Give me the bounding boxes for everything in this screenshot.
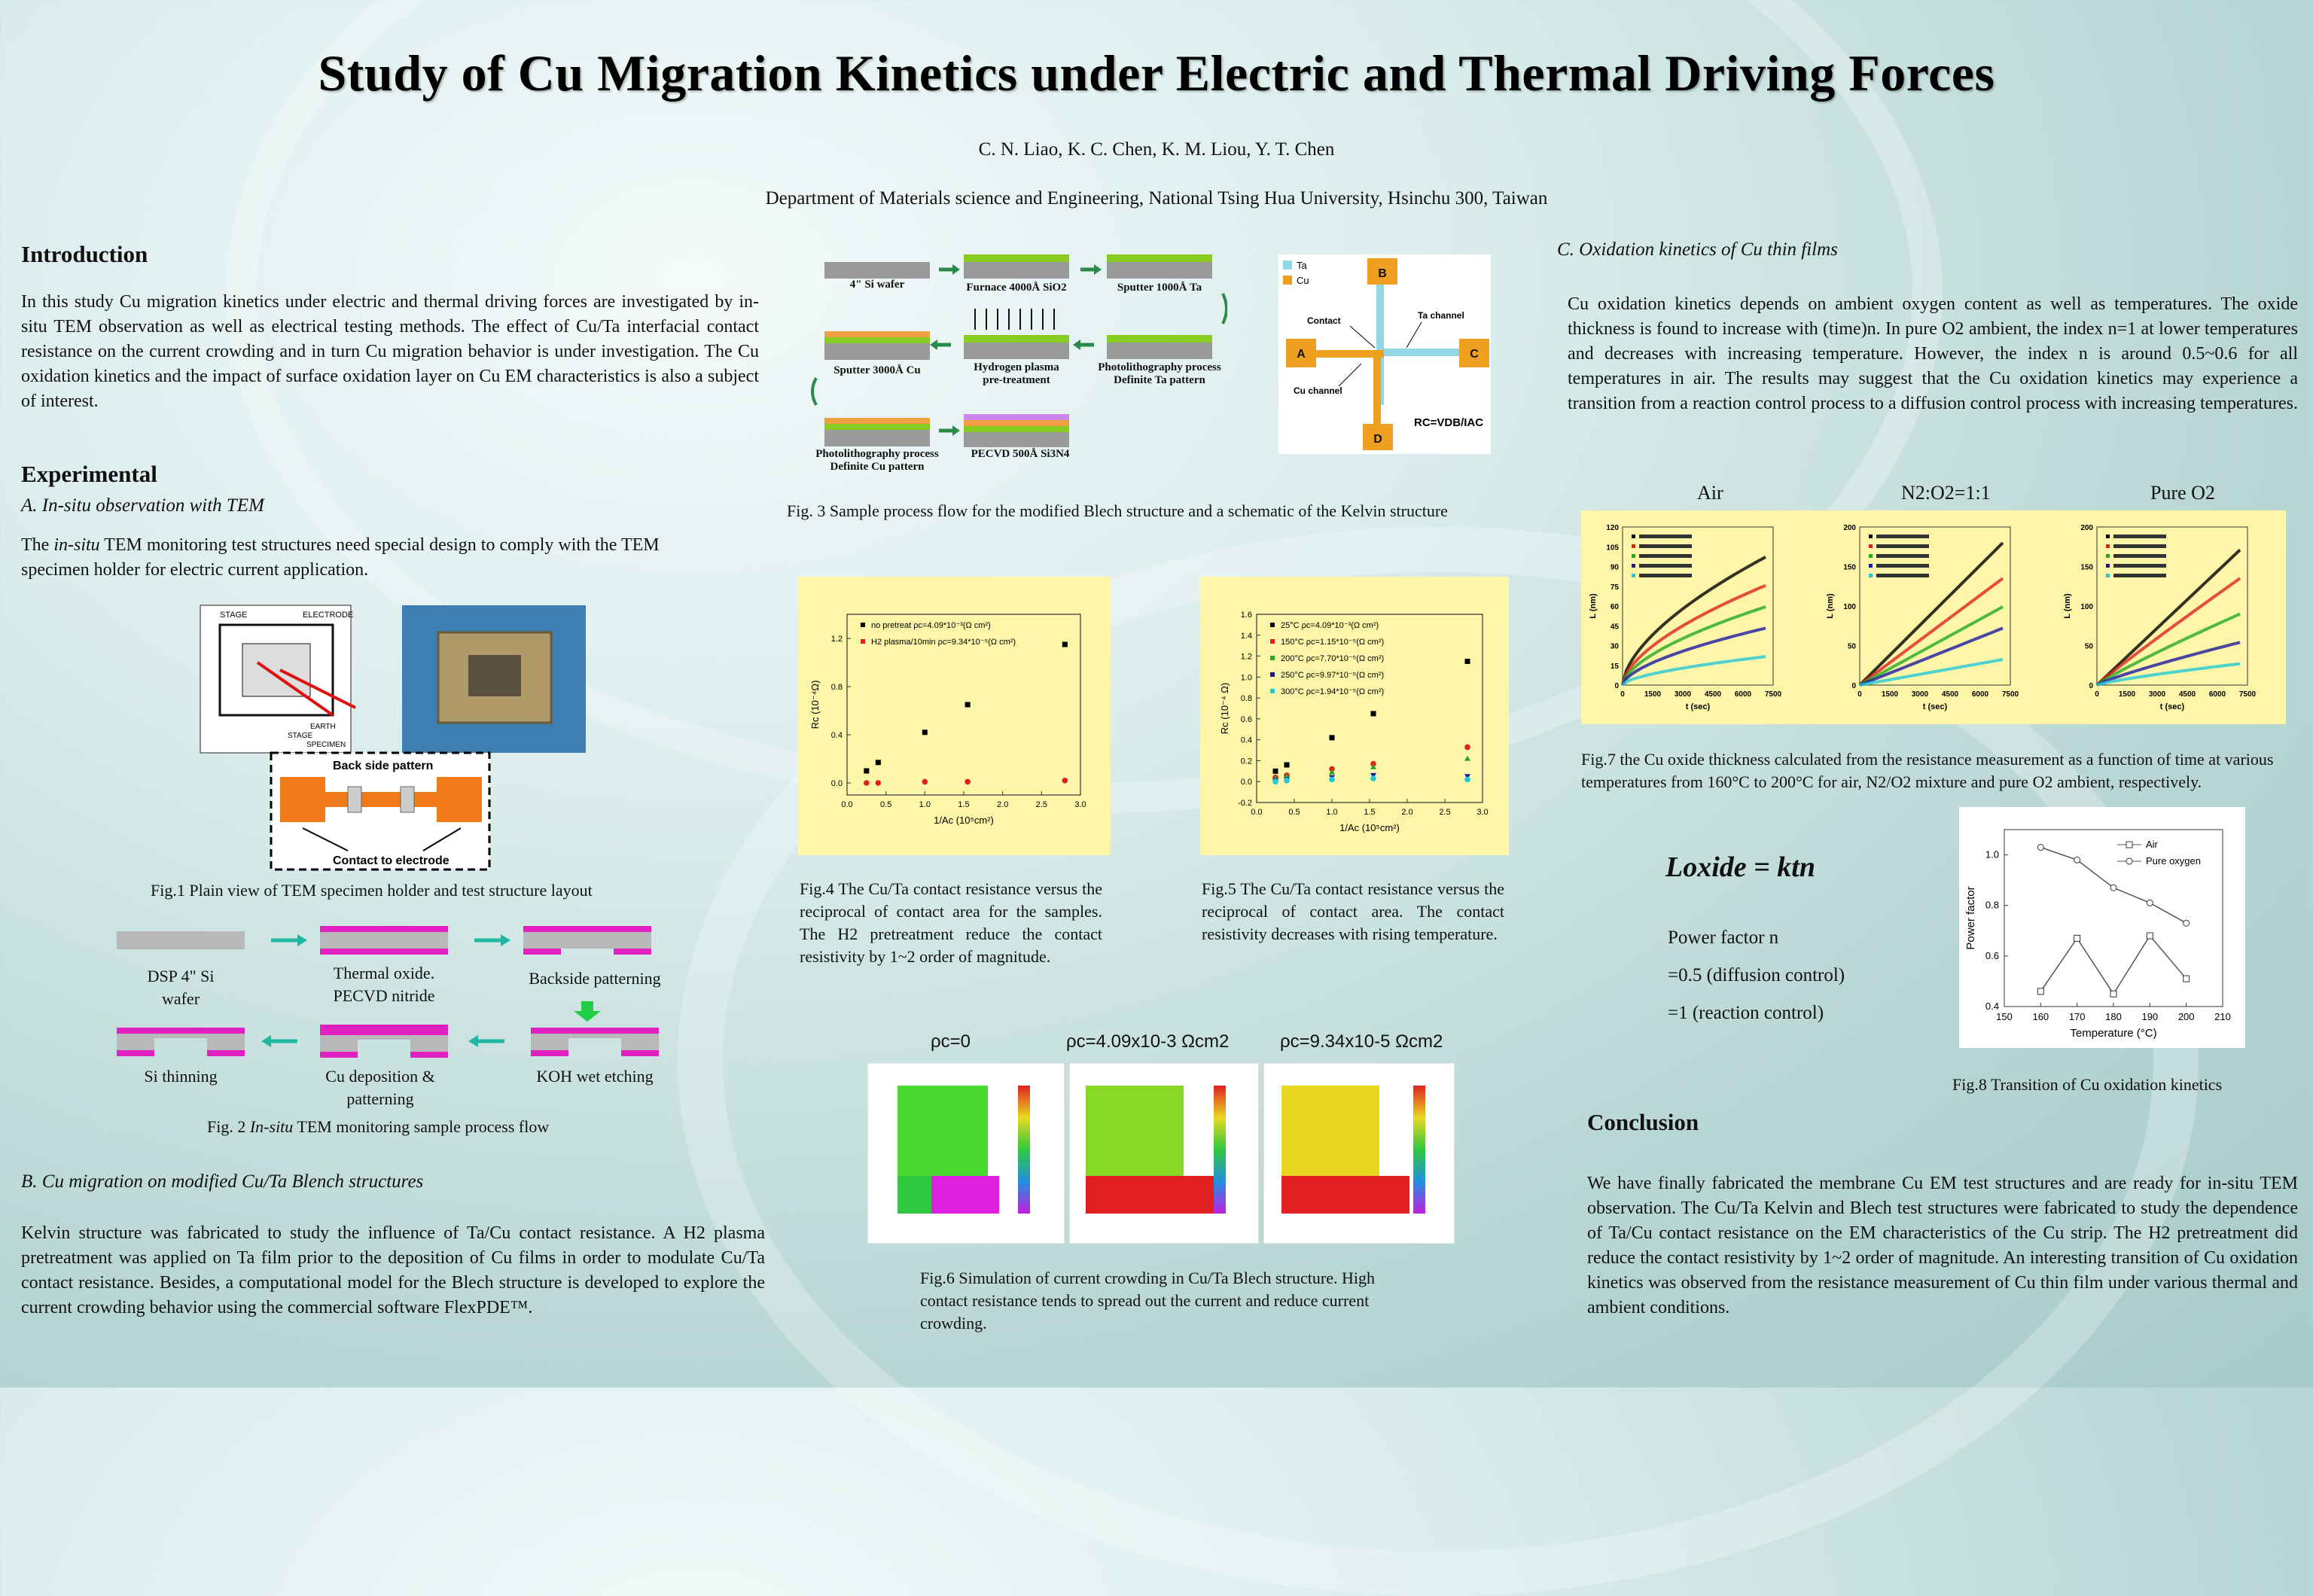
fig1-electrode-label: ELECTRODE bbox=[303, 611, 354, 620]
fig2-step-oxide: Thermal oxide. PECVD nitride bbox=[333, 964, 435, 1005]
legend-text-placeholder bbox=[1876, 554, 1929, 558]
y-tick-label: 60 bbox=[1610, 603, 1619, 611]
data-series bbox=[2097, 614, 2240, 686]
x-tick-label: 6000 bbox=[2208, 690, 2226, 699]
y-tick-label: 0.8 bbox=[830, 683, 843, 692]
legend-text-placeholder bbox=[1876, 564, 1929, 568]
fig8-panel bbox=[1959, 807, 2245, 1048]
fig7-caption: Fig.7 the Cu oxide thickness calculated from the resistance measurement as a function of time at various temperatures from 160°C to 200°C for air, N2/O2 mixture and pure O2 ambient, respectively. bbox=[1581, 750, 2274, 791]
legend-text-placeholder bbox=[1639, 535, 1692, 538]
legend-marker bbox=[861, 639, 865, 644]
legend-marker bbox=[1869, 544, 1873, 548]
fig1-contact-label: Contact to electrode bbox=[333, 854, 449, 867]
legend-marker bbox=[1632, 554, 1635, 558]
y-tick-label: 0.0 bbox=[830, 779, 843, 788]
x-tick-label: 180 bbox=[2105, 1011, 2122, 1022]
fig6-simulation-images bbox=[867, 1063, 1455, 1244]
conclusion-text: We have finally fabricated the membrane Cu EM test structures and are ready for in-situ TEM observation. The Cu/Ta Kelvin and Blech test structures were fabricated to study the dependence of Ta/Cu contact resistance on the EM characteristics of the Cu strip. The H2 pretreatment did reduce the contact resistivity by 1~2 order of magnitude. An interesting transition of Cu oxidation kinetics was observed from the resistance measurement of Cu thin film under various thermal and ambient conditions. bbox=[1587, 1174, 2298, 1317]
reaction-control-label: =1 (reaction control) bbox=[1668, 1003, 1824, 1023]
x-tick-label: 1500 bbox=[1644, 690, 1662, 699]
x-tick-label: 3.0 bbox=[1476, 808, 1489, 817]
data-point bbox=[1464, 756, 1470, 761]
fig5-caption: Fig.5 The Cu/Ta contact resistance versus the reciprocal of contact area. The contact resistivity decreases with rising temperature. bbox=[1202, 879, 1504, 943]
fig7-panel bbox=[1581, 510, 2286, 724]
data-point bbox=[2147, 933, 2153, 939]
fig7-chart bbox=[1581, 510, 2286, 724]
data-point bbox=[2183, 976, 2190, 982]
x-tick-label: 4500 bbox=[2178, 690, 2196, 699]
legend-text-placeholder bbox=[2113, 574, 2166, 577]
data-point bbox=[2037, 988, 2043, 994]
x-tick-label: 3000 bbox=[1911, 690, 1929, 699]
y-tick-label: 1.2 bbox=[830, 635, 843, 644]
fig3-kelvin-schematic bbox=[1278, 254, 1491, 454]
kelvin-pad-b: B bbox=[1378, 267, 1387, 280]
oxidation-text: Cu oxidation kinetics depends on ambient oxygen content as well as temperatures. The oxide thickness is found to increase with (time)n. In pure O2 ambient, the index n=1 at lower temperatures and decreases with increasing temperature. However, the index n is around 0.5~0.6 for all temperatures in air. The results may suggest that the Cu oxidation kinetics may experience a transition from a reaction control process to a diffusion control process with increasing temperatures. bbox=[1568, 294, 2298, 413]
y-tick-label: 0.0 bbox=[1240, 778, 1252, 787]
fig1-stage2-label: STAGE bbox=[288, 732, 313, 740]
fig1-back-label: Back side pattern bbox=[333, 760, 434, 772]
x-tick-label: 1.0 bbox=[1326, 808, 1338, 817]
fig3-step-5: Hydrogen plasma pre-treatment bbox=[974, 361, 1059, 386]
y-tick-label: 100 bbox=[2080, 603, 2093, 611]
fig3-step-7: Photolithography process Definite Cu pattern bbox=[815, 448, 939, 473]
x-tick-label: 0 bbox=[1620, 690, 1625, 699]
fig3-caption: Fig. 3 Sample process flow for the modified Blech structure and a schematic of the Kelvin structure bbox=[787, 501, 1448, 520]
y-tick-label: 0.8 bbox=[1240, 694, 1252, 704]
legend-marker bbox=[1632, 535, 1635, 538]
legend-label: 300°C ρc=1.94*10⁻⁵(Ω cm²) bbox=[1281, 687, 1385, 696]
data-point bbox=[2110, 885, 2116, 891]
x-tick-label: 1.5 bbox=[1364, 808, 1376, 817]
y-axis-label: Rc (10⁻⁴Ω) bbox=[809, 680, 821, 729]
fig2-step-backside: Backside patterning bbox=[529, 969, 661, 988]
legend-marker bbox=[2126, 842, 2132, 848]
x-tick-label: 7500 bbox=[2001, 690, 2019, 699]
kelvin-cu-channel-label: Cu channel bbox=[1294, 385, 1342, 396]
legend-label: no pretreat ρc=4.09*10⁻³(Ω cm²) bbox=[871, 621, 991, 630]
fig1-earth-label: EARTH bbox=[310, 723, 336, 731]
y-tick-label: 105 bbox=[1606, 544, 1619, 553]
legend-text-placeholder bbox=[1639, 554, 1692, 558]
y-tick-label: 200 bbox=[2080, 524, 2093, 532]
y-tick-label: 0.4 bbox=[1985, 1001, 1999, 1012]
data-point bbox=[1062, 642, 1068, 647]
y-tick-label: 120 bbox=[1606, 524, 1619, 532]
fig4-panel bbox=[798, 577, 1111, 855]
fig4-chart bbox=[798, 577, 1111, 855]
x-tick-label: 0.5 bbox=[880, 800, 892, 809]
experimental-heading: Experimental bbox=[21, 461, 157, 487]
x-axis-label: t (sec) bbox=[1922, 702, 1948, 711]
fig6-label-1: ρc=0 bbox=[931, 1031, 971, 1052]
y-tick-label: 15 bbox=[1610, 662, 1619, 671]
fig6-label-2: ρc=4.09x10-3 Ωcm2 bbox=[1066, 1031, 1230, 1052]
plot-frame bbox=[1623, 527, 1773, 685]
fig4-caption: Fig.4 The Cu/Ta contact resistance versus the reciprocal of contact area for the samples. The H2 pretreatment reduce the contact resistivity by 1~2 order of magnitude. bbox=[800, 879, 1102, 966]
data-series bbox=[2097, 550, 2240, 685]
fig3-step-3: Sputter 1000Å Ta bbox=[1117, 282, 1202, 294]
diffusion-control-label: =0.5 (diffusion control) bbox=[1668, 965, 1845, 985]
fig3-step-1: 4" Si wafer bbox=[849, 279, 905, 291]
legend-label: Pure oxygen bbox=[2146, 855, 2201, 867]
legend-text-placeholder bbox=[2113, 544, 2166, 548]
legend-marker bbox=[2106, 554, 2110, 558]
kelvin-pad-d: D bbox=[1373, 433, 1382, 446]
fig3-step-6: Photolithography process Definite Ta pattern bbox=[1098, 361, 1221, 386]
y-axis-label: Rc (10⁻⁴ Ω) bbox=[1219, 682, 1230, 735]
legend-text-placeholder bbox=[1639, 574, 1692, 577]
kelvin-ta-channel-label: Ta channel bbox=[1418, 310, 1464, 321]
legend-label: 25°C ρc=4.09*10⁻³(Ω cm²) bbox=[1281, 621, 1379, 630]
fig1-stage-label: STAGE bbox=[220, 611, 248, 620]
fig7-title-n2o2: N2:O2=1:1 bbox=[1901, 482, 1991, 504]
data-point bbox=[2110, 991, 2116, 997]
kelvin-contact-label: Contact bbox=[1307, 315, 1341, 326]
x-axis-label: t (sec) bbox=[2159, 702, 2185, 711]
data-point bbox=[965, 779, 971, 785]
x-tick-label: 7500 bbox=[1764, 690, 1782, 699]
x-axis-label: 1/Ac (10⁵cm²) bbox=[934, 815, 994, 826]
data-point bbox=[1330, 735, 1335, 740]
y-axis-label: L (nm) bbox=[1589, 593, 1598, 619]
fig2-step-dsp: DSP 4" Si wafer bbox=[147, 967, 215, 1008]
x-tick-label: 1.5 bbox=[958, 800, 970, 809]
x-tick-label: 200 bbox=[2177, 1011, 2195, 1022]
x-axis-label: Temperature (°C) bbox=[2070, 1027, 2157, 1040]
y-tick-label: 150 bbox=[1843, 563, 1856, 572]
data-point bbox=[2074, 935, 2080, 941]
data-point bbox=[1465, 659, 1470, 664]
fig3-step-2: Furnace 4000Å SiO2 bbox=[966, 282, 1067, 294]
data-point bbox=[965, 702, 971, 708]
data-point bbox=[922, 729, 928, 735]
fig2-step-cu-deposition: Cu deposition & patterning bbox=[325, 1067, 435, 1108]
x-tick-label: 190 bbox=[2141, 1011, 2159, 1022]
data-point bbox=[1370, 775, 1376, 781]
fig2-step-koh: KOH wet etching bbox=[536, 1067, 654, 1086]
kelvin-cu-legend: Cu bbox=[1297, 275, 1309, 286]
x-tick-label: 1500 bbox=[2118, 690, 2136, 699]
data-point bbox=[1062, 778, 1068, 784]
fig8-caption: Fig.8 Transition of Cu oxidation kinetics bbox=[1952, 1075, 2223, 1094]
oxide-formula: Loxide = ktn bbox=[1665, 851, 1815, 883]
y-tick-label: 100 bbox=[1843, 603, 1856, 611]
x-tick-label: 3.0 bbox=[1074, 800, 1086, 809]
y-tick-label: 45 bbox=[1610, 623, 1619, 632]
fig5-chart bbox=[1200, 577, 1509, 855]
y-tick-label: 0.6 bbox=[1240, 714, 1252, 724]
fig7-title-air: Air bbox=[1697, 482, 1723, 504]
kelvin-pad-c: C bbox=[1470, 348, 1479, 361]
kelvin-pad-a: A bbox=[1297, 348, 1306, 361]
y-tick-label: 0.4 bbox=[830, 731, 843, 740]
authors: C. N. Liao, K. C. Chen, K. M. Liou, Y. T. Chen bbox=[978, 139, 1335, 160]
data-series bbox=[2097, 578, 2240, 685]
fig6-caption: Fig.6 Simulation of current crowding in Cu/Ta Blech structure. High contact resistance tends to spread out the current and reduce current crowding. bbox=[920, 1269, 1375, 1333]
legend-marker bbox=[2106, 574, 2110, 577]
fig3-step-8: PECVD 500Å Si3N4 bbox=[971, 448, 1070, 460]
legend-marker bbox=[1632, 564, 1635, 568]
legend-label: 150°C ρc=1.15*10⁻⁵(Ω cm²) bbox=[1281, 638, 1385, 647]
y-tick-label: 1.0 bbox=[1985, 848, 1999, 860]
subsection-b-title: B. Cu migration on modified Cu/Ta Blench structures bbox=[21, 1171, 424, 1192]
y-tick-label: 30 bbox=[1610, 642, 1619, 651]
legend-marker bbox=[1270, 672, 1275, 677]
y-tick-label: 0 bbox=[2089, 682, 2093, 690]
y-tick-label: 50 bbox=[2084, 642, 2093, 651]
y-tick-label: 75 bbox=[1610, 583, 1619, 592]
y-tick-label: 200 bbox=[1843, 524, 1856, 532]
legend-text-placeholder bbox=[2113, 564, 2166, 568]
legend-text-placeholder bbox=[1639, 544, 1692, 548]
legend-marker bbox=[1632, 574, 1635, 577]
kelvin-formula: RC=VDB/IAC bbox=[1414, 416, 1484, 429]
legend-marker bbox=[1270, 623, 1275, 627]
x-tick-label: 7500 bbox=[2238, 690, 2257, 699]
y-axis-label: Power factor bbox=[1964, 886, 1977, 950]
data-point bbox=[1464, 777, 1470, 783]
x-axis-label: 1/Ac (10⁵cm²) bbox=[1339, 822, 1400, 833]
x-tick-label: 170 bbox=[2068, 1011, 2086, 1022]
legend-label: 200°C ρc=7.70*10⁻⁵(Ω cm²) bbox=[1281, 654, 1385, 663]
x-axis-label: t (sec) bbox=[1685, 702, 1711, 711]
intro-text: In this study Cu migration kinetics under electric and thermal driving forces are investigated by in-situ TEM observation as well as electrical testing methods. The effect of Cu/Ta interfacial contact resistance on the current crowding and in turn Cu migration behavior is under investigation. The Cu oxidation kinetics and the impact of surface oxidation layer on Cu EM characteristics is also a subject of interest. bbox=[21, 292, 759, 411]
x-tick-label: 1500 bbox=[1881, 690, 1899, 699]
fig1-caption: Fig.1 Plain view of TEM specimen holder and test structure layout bbox=[151, 881, 593, 900]
data-point bbox=[864, 769, 869, 774]
x-tick-label: 150 bbox=[1996, 1011, 2013, 1022]
x-tick-label: 2.5 bbox=[1439, 808, 1451, 817]
subsection-b-text: Kelvin structure was fabricated to study the influence of Ta/Cu contact resistance. A H2 plasma pretreatment was applied on Ta film prior to the deposition of Cu films in order to modulate Cu/Ta contact resistance. Besides, a computational model for the Blech structure is developed to explore the current crowding behavior using the commercial software FlexPDE™. bbox=[21, 1223, 765, 1317]
y-axis-label: L (nm) bbox=[1826, 593, 1835, 619]
legend-text-placeholder bbox=[1639, 564, 1692, 568]
y-tick-label: 0.4 bbox=[1240, 736, 1252, 745]
y-tick-label: 0.6 bbox=[1985, 949, 1999, 961]
legend-marker bbox=[2126, 858, 2132, 864]
data-point bbox=[1273, 769, 1278, 774]
y-axis-label: L (nm) bbox=[2063, 593, 2072, 619]
x-tick-label: 4500 bbox=[1941, 690, 1959, 699]
poster-title: Study of Cu Migration Kinetics under Electric and Thermal Driving Forces bbox=[318, 44, 1995, 102]
data-point bbox=[1284, 778, 1290, 784]
legend-marker bbox=[2106, 535, 2110, 538]
y-tick-label: 0.2 bbox=[1240, 757, 1252, 766]
fig7-title-pure-o2: Pure O2 bbox=[2150, 482, 2215, 504]
x-tick-label: 0.5 bbox=[1288, 808, 1300, 817]
y-tick-label: 1.2 bbox=[1240, 652, 1252, 662]
series-line bbox=[2040, 936, 2186, 994]
x-tick-label: 4500 bbox=[1704, 690, 1722, 699]
x-tick-label: 2.0 bbox=[997, 800, 1009, 809]
kelvin-ta-legend: Ta bbox=[1297, 260, 1307, 271]
x-tick-label: 3000 bbox=[2148, 690, 2166, 699]
legend-marker bbox=[2106, 564, 2110, 568]
y-tick-label: 50 bbox=[1847, 642, 1856, 651]
y-tick-label: 1.0 bbox=[1240, 673, 1252, 683]
legend-marker bbox=[1270, 639, 1275, 644]
y-tick-label: 1.4 bbox=[1240, 631, 1252, 641]
legend-text-placeholder bbox=[2113, 554, 2166, 558]
fig3-step-4: Sputter 3000Å Cu bbox=[833, 364, 921, 376]
legend-text-placeholder bbox=[1876, 544, 1929, 548]
data-point bbox=[1272, 778, 1278, 784]
x-tick-label: 6000 bbox=[1971, 690, 1989, 699]
x-tick-label: 1.0 bbox=[919, 800, 931, 809]
power-factor-label: Power factor n bbox=[1668, 927, 1779, 948]
data-point bbox=[2183, 920, 2190, 926]
intro-heading: Introduction bbox=[21, 241, 148, 267]
x-tick-label: 3000 bbox=[1674, 690, 1692, 699]
data-point bbox=[876, 780, 882, 786]
legend-marker bbox=[1270, 689, 1275, 693]
data-point bbox=[2147, 900, 2153, 906]
fig5-panel bbox=[1200, 577, 1509, 855]
legend-marker bbox=[1869, 564, 1873, 568]
y-tick-label: 90 bbox=[1610, 563, 1619, 572]
data-point bbox=[2074, 857, 2080, 863]
x-tick-label: 210 bbox=[2214, 1011, 2231, 1022]
y-tick-label: -0.2 bbox=[1238, 799, 1252, 808]
oxidation-heading: C. Oxidation kinetics of Cu thin films bbox=[1557, 239, 1838, 260]
x-tick-label: 2.0 bbox=[1401, 808, 1413, 817]
x-tick-label: 2.5 bbox=[1035, 800, 1047, 809]
data-point bbox=[1329, 777, 1335, 783]
y-tick-label: 0 bbox=[1614, 682, 1619, 690]
data-point bbox=[1464, 745, 1470, 751]
legend-label: H2 plasma/10min ρc=9.34*10⁻⁵(Ω cm²) bbox=[871, 638, 1016, 647]
data-series bbox=[1860, 628, 2003, 685]
subsection-a-text: The in-situ TEM monitoring test structures need special design to comply with the TEM specimen holder for electric current application. bbox=[21, 535, 660, 580]
x-tick-label: 0.0 bbox=[1251, 808, 1263, 817]
affiliation: Department of Materials science and Engineering, National Tsing Hua University, Hsinchu 300, Taiwan bbox=[765, 188, 1548, 209]
subsection-a-title: A. In-situ observation with TEM bbox=[21, 495, 264, 516]
legend-marker bbox=[1869, 554, 1873, 558]
y-tick-label: 1.6 bbox=[1240, 611, 1252, 620]
y-tick-label: 0 bbox=[1851, 682, 1856, 690]
data-point bbox=[1371, 711, 1376, 716]
legend-label: Air bbox=[2146, 839, 2158, 850]
data-point bbox=[864, 780, 870, 786]
conclusion-heading: Conclusion bbox=[1587, 1109, 1699, 1135]
data-series bbox=[1860, 578, 2003, 685]
fig2-caption: Fig. 2 In-situ TEM monitoring sample process flow bbox=[207, 1117, 550, 1136]
legend-marker bbox=[861, 623, 865, 627]
x-tick-label: 6000 bbox=[1734, 690, 1752, 699]
fig1-figure bbox=[197, 602, 589, 873]
legend-marker bbox=[1869, 574, 1873, 577]
y-tick-label: 150 bbox=[2080, 563, 2093, 572]
data-point bbox=[1284, 763, 1290, 768]
legend-text-placeholder bbox=[1876, 574, 1929, 577]
x-tick-label: 0.0 bbox=[841, 800, 853, 809]
fig2-step-thinning: Si thinning bbox=[144, 1067, 218, 1086]
fig1-specimen-label: SPECIMEN bbox=[306, 741, 346, 749]
data-point bbox=[2037, 845, 2043, 851]
fig8-chart bbox=[1959, 807, 2245, 1048]
y-tick-label: 0.8 bbox=[1985, 899, 1999, 911]
x-tick-label: 0 bbox=[1857, 690, 1862, 699]
data-point bbox=[922, 779, 928, 785]
fig6-label-3: ρc=9.34x10-5 Ωcm2 bbox=[1280, 1031, 1443, 1052]
x-tick-label: 160 bbox=[2032, 1011, 2049, 1022]
x-tick-label: 0 bbox=[2095, 690, 2099, 699]
legend-marker bbox=[2106, 544, 2110, 548]
data-point bbox=[876, 760, 881, 765]
legend-text-placeholder bbox=[1876, 535, 1929, 538]
legend-marker bbox=[1632, 544, 1635, 548]
legend-marker bbox=[1869, 535, 1873, 538]
legend-text-placeholder bbox=[2113, 535, 2166, 538]
legend-label: 250°C ρc=9.97*10⁻⁵(Ω cm²) bbox=[1281, 671, 1385, 680]
legend-marker bbox=[1270, 656, 1275, 660]
